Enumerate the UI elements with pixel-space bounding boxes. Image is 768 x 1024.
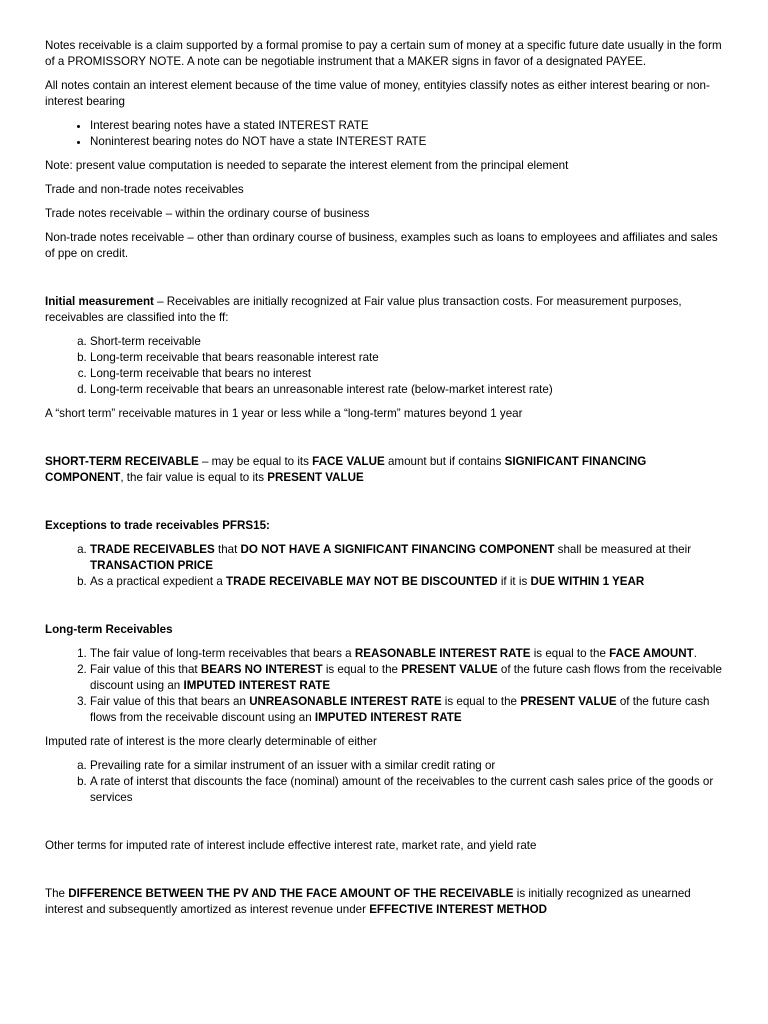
bold-text: TRADE RECEIVABLE MAY NOT BE DISCOUNTED bbox=[225, 575, 498, 588]
bold-text: REASONABLE INTEREST RATE bbox=[354, 647, 531, 660]
initial-measurement-text: – Receivables are initially recognized at Fair value plus transaction costs. For measurement purposes, receivables are classified into the ff: bbox=[45, 295, 682, 324]
heading-long-term bbox=[45, 622, 728, 638]
paragraph-nontrade-notes: Non-trade notes receivable – other than ordinary course of business, examples such as loans to employees and affiliates and sales of ppe on credit. bbox=[45, 231, 718, 260]
list-item: b. A rate of interst that discounts the face (nominal) amount of the receivables to the current cash sales price of the goods or services bbox=[90, 774, 728, 806]
text: Fair value of this that bbox=[90, 663, 201, 676]
bold-text: SIGNIFICANT FINANCING COMPONENT bbox=[45, 455, 647, 484]
text: of the future cash flows from the receivable discount using an bbox=[90, 663, 722, 692]
bold-text: FACE VALUE bbox=[312, 455, 385, 468]
text: shall be measured at their bbox=[554, 543, 692, 556]
list-item: • Noninterest bearing notes do NOT have a state INTEREST RATE bbox=[90, 134, 728, 150]
bold-text: PRESENT VALUE bbox=[401, 663, 498, 676]
list-imputed-rate bbox=[45, 758, 728, 806]
paragraph-interest-element: All notes contain an interest element because of the time value of money, entityies classify notes as either interest bearing or non-interest bearing bbox=[45, 79, 710, 108]
text: , the fair value is equal to its bbox=[120, 471, 268, 484]
list-item bbox=[90, 574, 728, 590]
text: The bbox=[45, 887, 69, 900]
bold-text: FACE AMOUNT bbox=[609, 647, 694, 660]
list-receivable-classes bbox=[45, 334, 728, 398]
text: . bbox=[693, 647, 697, 660]
bold-text: DIFFERENCE BETWEEN THE PV AND THE FACE AMOUNT OF THE RECEIVABLE bbox=[68, 887, 514, 900]
text: of the future cash flows from the receivable discount using an bbox=[90, 695, 710, 724]
list-item: • Interest bearing notes have a stated INTEREST RATE bbox=[90, 118, 728, 134]
list-long-term bbox=[45, 646, 728, 726]
paragraph-trade-notes: Trade notes receivable – within the ordinary course of business bbox=[45, 207, 370, 220]
bold-text: UNREASONABLE INTEREST RATE bbox=[249, 695, 442, 708]
paragraph-short-long-term: A “short term” receivable matures in 1 year or less while a “long-term” matures beyond 1 year bbox=[45, 407, 523, 420]
text: is initially recognized as unearned interest and subsequently amortized as interest revenue under bbox=[45, 887, 691, 916]
paragraph-difference bbox=[45, 886, 728, 918]
initial-measurement-heading: Initial measurement bbox=[45, 295, 154, 308]
text: The fair value of long-term receivables that bears a bbox=[90, 647, 355, 660]
list-exceptions bbox=[45, 542, 728, 590]
text: As a practical expedient a bbox=[90, 575, 226, 588]
paragraph-other-terms: Other terms for imputed rate of interest include effective interest rate, market rate, and yield rate bbox=[45, 839, 537, 852]
bold-text: TRADE RECEIVABLES bbox=[90, 543, 215, 556]
bold-text: PRESENT VALUE bbox=[520, 695, 617, 708]
bold-text: BEARS NO INTEREST bbox=[200, 663, 323, 676]
text: Fair value of this that bears an bbox=[90, 695, 250, 708]
bold-text: Long-term Receivables bbox=[45, 623, 173, 636]
list-item: d. Long-term receivable that bears an unreasonable interest rate (below-market interest rate) bbox=[90, 382, 728, 398]
bold-text: DO NOT HAVE A SIGNIFICANT FINANCING COMPONENT bbox=[240, 543, 555, 556]
text: is equal to the bbox=[322, 663, 402, 676]
text: if it is bbox=[497, 575, 531, 588]
bold-text: IMPUTED INTEREST RATE bbox=[183, 679, 331, 692]
paragraph-short-term-receivable bbox=[45, 454, 728, 486]
bold-text: EFFECTIVE INTEREST METHOD bbox=[369, 903, 547, 916]
bold-text: DUE WITHIN 1 YEAR bbox=[530, 575, 645, 588]
paragraph-trade-nontrade: Trade and non-trade notes receivables bbox=[45, 183, 244, 196]
paragraph-pv-note: Note: present value computation is needed to separate the interest element from the principal element bbox=[45, 159, 569, 172]
bold-text: TRANSACTION PRICE bbox=[90, 559, 214, 572]
paragraph-notes-receivable: Notes receivable is a claim supported by a formal promise to pay a certain sum of money at a specific future date usually in the form of a PROMISSORY NOTE. A note can be negotiable instrument that a MAKER signs in favor of a designated PAYEE. bbox=[45, 39, 722, 68]
list-item: b. Long-term receivable that bears reasonable interest rate bbox=[90, 350, 728, 366]
list-item: a. Short-term receivable bbox=[90, 334, 728, 350]
list-item bbox=[90, 662, 728, 694]
list-item bbox=[90, 542, 728, 574]
list-item bbox=[90, 694, 728, 726]
list-item: a. Prevailing rate for a similar instrument of an issuer with a similar credit rating or bbox=[90, 758, 728, 774]
paragraph-imputed-rate: Imputed rate of interest is the more clearly determinable of either bbox=[45, 735, 377, 748]
text: – may be equal to its bbox=[198, 455, 313, 468]
list-item: c. Long-term receivable that bears no interest bbox=[90, 366, 728, 382]
bold-text: PRESENT VALUE bbox=[267, 471, 364, 484]
bold-text: IMPUTED INTEREST RATE bbox=[314, 711, 462, 724]
bold-text: SHORT-TERM RECEIVABLE bbox=[45, 455, 199, 468]
text: is equal to the bbox=[530, 647, 610, 660]
bullet-list-note-types bbox=[45, 118, 728, 150]
heading-exceptions bbox=[45, 518, 728, 534]
text: amount but if contains bbox=[384, 455, 505, 468]
text: that bbox=[214, 543, 241, 556]
bold-text: Exceptions to trade receivables PFRS15: bbox=[45, 519, 270, 532]
paragraph-initial-measurement bbox=[45, 294, 728, 326]
list-item bbox=[90, 646, 728, 662]
text: is equal to the bbox=[441, 695, 521, 708]
